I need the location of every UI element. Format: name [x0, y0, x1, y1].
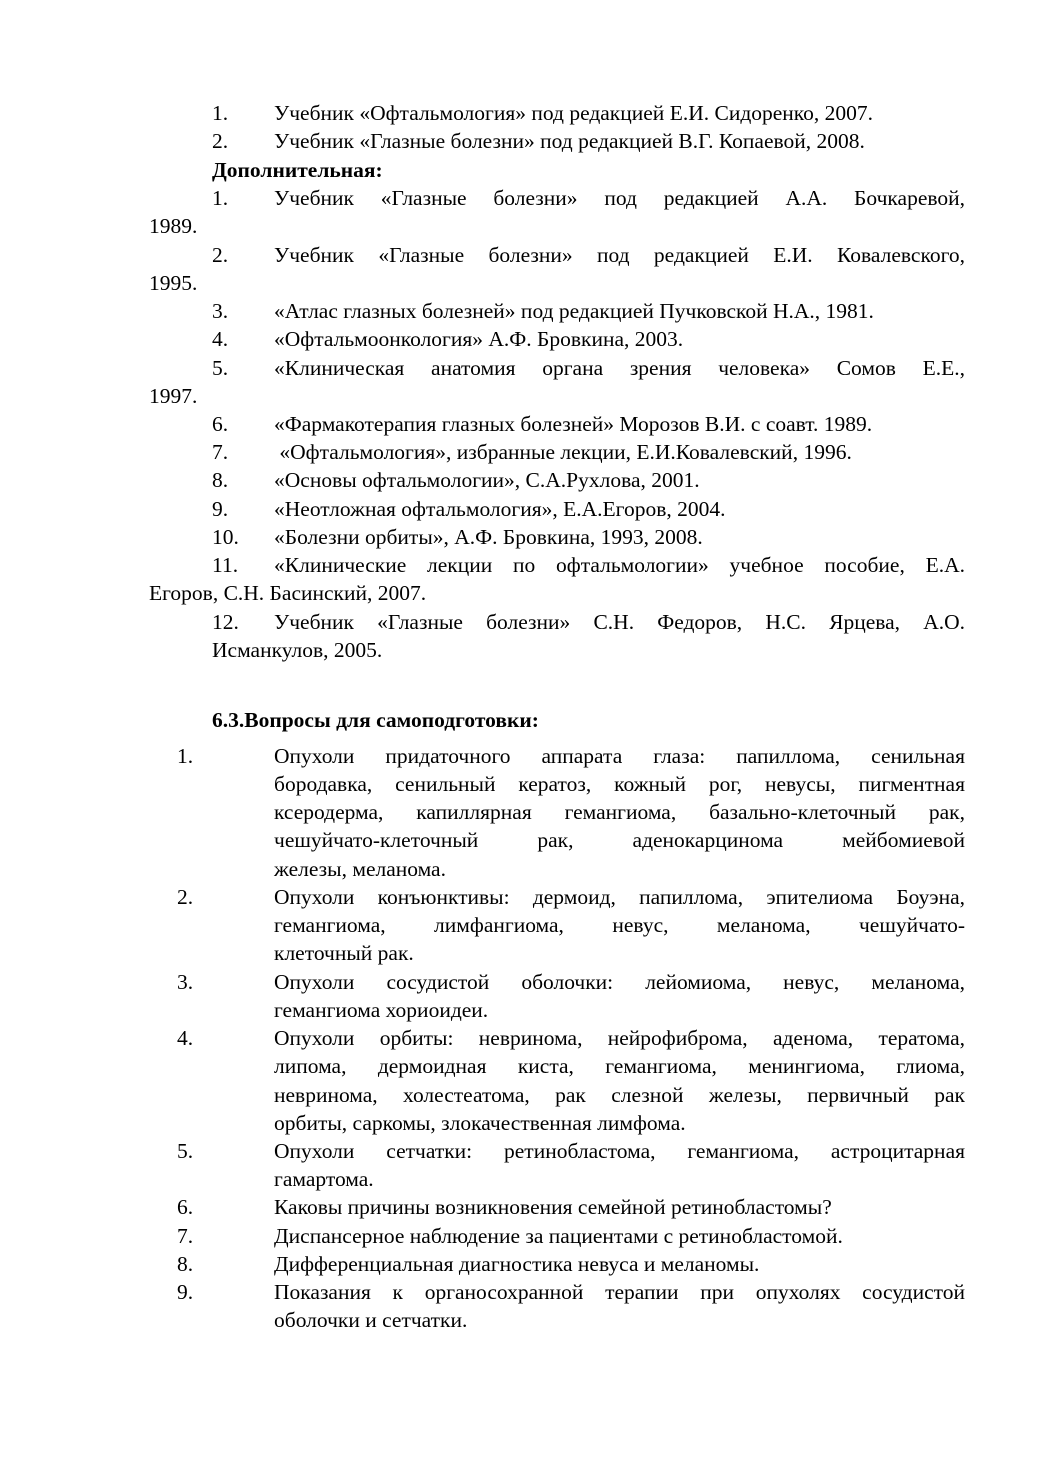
question-line: Диспансерное наблюдение за пациентами с ретинобластомой. — [274, 1224, 843, 1248]
additional-list-item-continuation: 1995. — [149, 271, 198, 295]
question-line: Опухоли орбиты: невринома, нейрофиброма, аденома, тератома, — [274, 1026, 965, 1050]
additional-list-item: Учебник «Глазные болезни» С.Н. Федоров, Н.С. Ярцева, А.О. — [274, 610, 965, 634]
question-number: 4. — [177, 1026, 194, 1050]
question-number: 6. — [177, 1195, 194, 1219]
question-line: Опухоли придаточного аппарата глаза: папиллома, сенильная — [274, 744, 965, 768]
question-line: Дифференциальная диагностика невуса и меланомы. — [274, 1252, 760, 1276]
additional-list-number: 6. — [212, 412, 229, 436]
question-number: 2. — [177, 885, 194, 909]
additional-list-item: «Офтальмоонкология» А.Ф. Бровкина, 2003. — [274, 327, 684, 351]
question-line: Опухоли сосудистой оболочки: лейомиома, невус, меланома, — [274, 970, 965, 994]
question-line: невринома, холестеатома, рак слезной железы, первичный рак — [274, 1083, 965, 1107]
additional-list-item-continuation: 1989. — [149, 214, 198, 238]
questions-heading: 6.3.Вопросы для самоподготовки: — [212, 708, 539, 732]
question-line: чешуйчато-клеточный рак, аденокарцинома мейбомиевой — [274, 828, 965, 852]
additional-list-item: Учебник «Глазные болезни» под редакцией Е.И. Ковалевского, — [274, 243, 965, 267]
question-line: клеточный рак. — [274, 941, 414, 965]
main-list-number: 1. — [212, 101, 229, 125]
main-list-number: 2. — [212, 129, 229, 153]
question-line: Показания к органосохранной терапии при опухолях сосудистой — [274, 1280, 965, 1304]
question-line: ксеродерма, капиллярная гемангиома, базально-клеточный рак, — [274, 800, 965, 824]
additional-list-number: 8. — [212, 468, 229, 492]
additional-list-number: 2. — [212, 243, 229, 267]
question-line: Опухоли конъюнктивы: дермоид, папиллома, эпителиома Боуэна, — [274, 885, 965, 909]
question-line: железы, меланома. — [274, 857, 446, 881]
question-line: гемангиома, лимфангиома, невус, меланома, чешуйчато- — [274, 913, 965, 937]
additional-list-number: 10. — [212, 525, 239, 549]
question-line: бородавка, сенильный кератоз, кожный рог, невусы, пигментная — [274, 772, 965, 796]
additional-list-number: 3. — [212, 299, 229, 323]
question-line: гамартома. — [274, 1167, 374, 1191]
question-number: 8. — [177, 1252, 194, 1276]
main-list-item: Учебник «Офтальмология» под редакцией Е.И. Сидоренко, 2007. — [274, 101, 874, 125]
additional-list-item-continuation: 1997. — [149, 384, 198, 408]
additional-list-item: Учебник «Глазные болезни» под редакцией А.А. Бочкаревой, — [274, 186, 965, 210]
additional-list-item: «Клиническая анатомия органа зрения человека» Сомов Е.Е., — [274, 356, 965, 380]
question-line: орбиты, саркомы, злокачественная лимфома. — [274, 1111, 686, 1135]
question-number: 7. — [177, 1224, 194, 1248]
additional-list-item: «Основы офтальмологии», С.А.Рухлова, 2001. — [274, 468, 700, 492]
additional-list-item-continuation: Егоров, С.Н. Басинский, 2007. — [149, 581, 427, 605]
question-line: гемангиома хориоидеи. — [274, 998, 489, 1022]
question-line: оболочки и сетчатки. — [274, 1308, 468, 1332]
additional-list-item: «Атлас глазных болезней» под редакцией Пучковской Н.А., 1981. — [274, 299, 874, 323]
question-line: Опухоли сетчатки: ретинобластома, гемангиома, астроцитарная — [274, 1139, 965, 1163]
additional-list-item: «Болезни орбиты», А.Ф. Бровкина, 1993, 2008. — [274, 525, 703, 549]
additional-list-number: 1. — [212, 186, 229, 210]
additional-list-item: «Офтальмология», избранные лекции, Е.И.Ковалевский, 1996. — [274, 440, 852, 464]
additional-list-number: 9. — [212, 497, 229, 521]
additional-list-number: 5. — [212, 356, 229, 380]
additional-list-item-continuation: Исманкулов, 2005. — [212, 638, 383, 662]
additional-list-item: «Фармакотерапия глазных болезней» Морозов В.И. с соавт. 1989. — [274, 412, 873, 436]
additional-list-number: 12. — [212, 610, 239, 634]
question-line: Каковы причины возникновения семейной ретинобластомы? — [274, 1195, 832, 1219]
question-number: 1. — [177, 744, 194, 768]
additional-heading: Дополнительная: — [212, 158, 383, 182]
question-number: 3. — [177, 970, 194, 994]
additional-list-item: «Неотложная офтальмология», Е.А.Егоров, 2004. — [274, 497, 726, 521]
additional-list-item: «Клинические лекции по офтальмологии» учебное пособие, Е.А. — [274, 553, 965, 577]
question-line: липома, дермоидная киста, гемангиома, менингиома, глиома, — [274, 1054, 965, 1078]
additional-list-number: 4. — [212, 327, 229, 351]
additional-list-number: 7. — [212, 440, 229, 464]
question-number: 9. — [177, 1280, 194, 1304]
question-number: 5. — [177, 1139, 194, 1163]
additional-list-number: 11. — [212, 553, 239, 577]
main-list-item: Учебник «Глазные болезни» под редакцией В.Г. Копаевой, 2008. — [274, 129, 865, 153]
